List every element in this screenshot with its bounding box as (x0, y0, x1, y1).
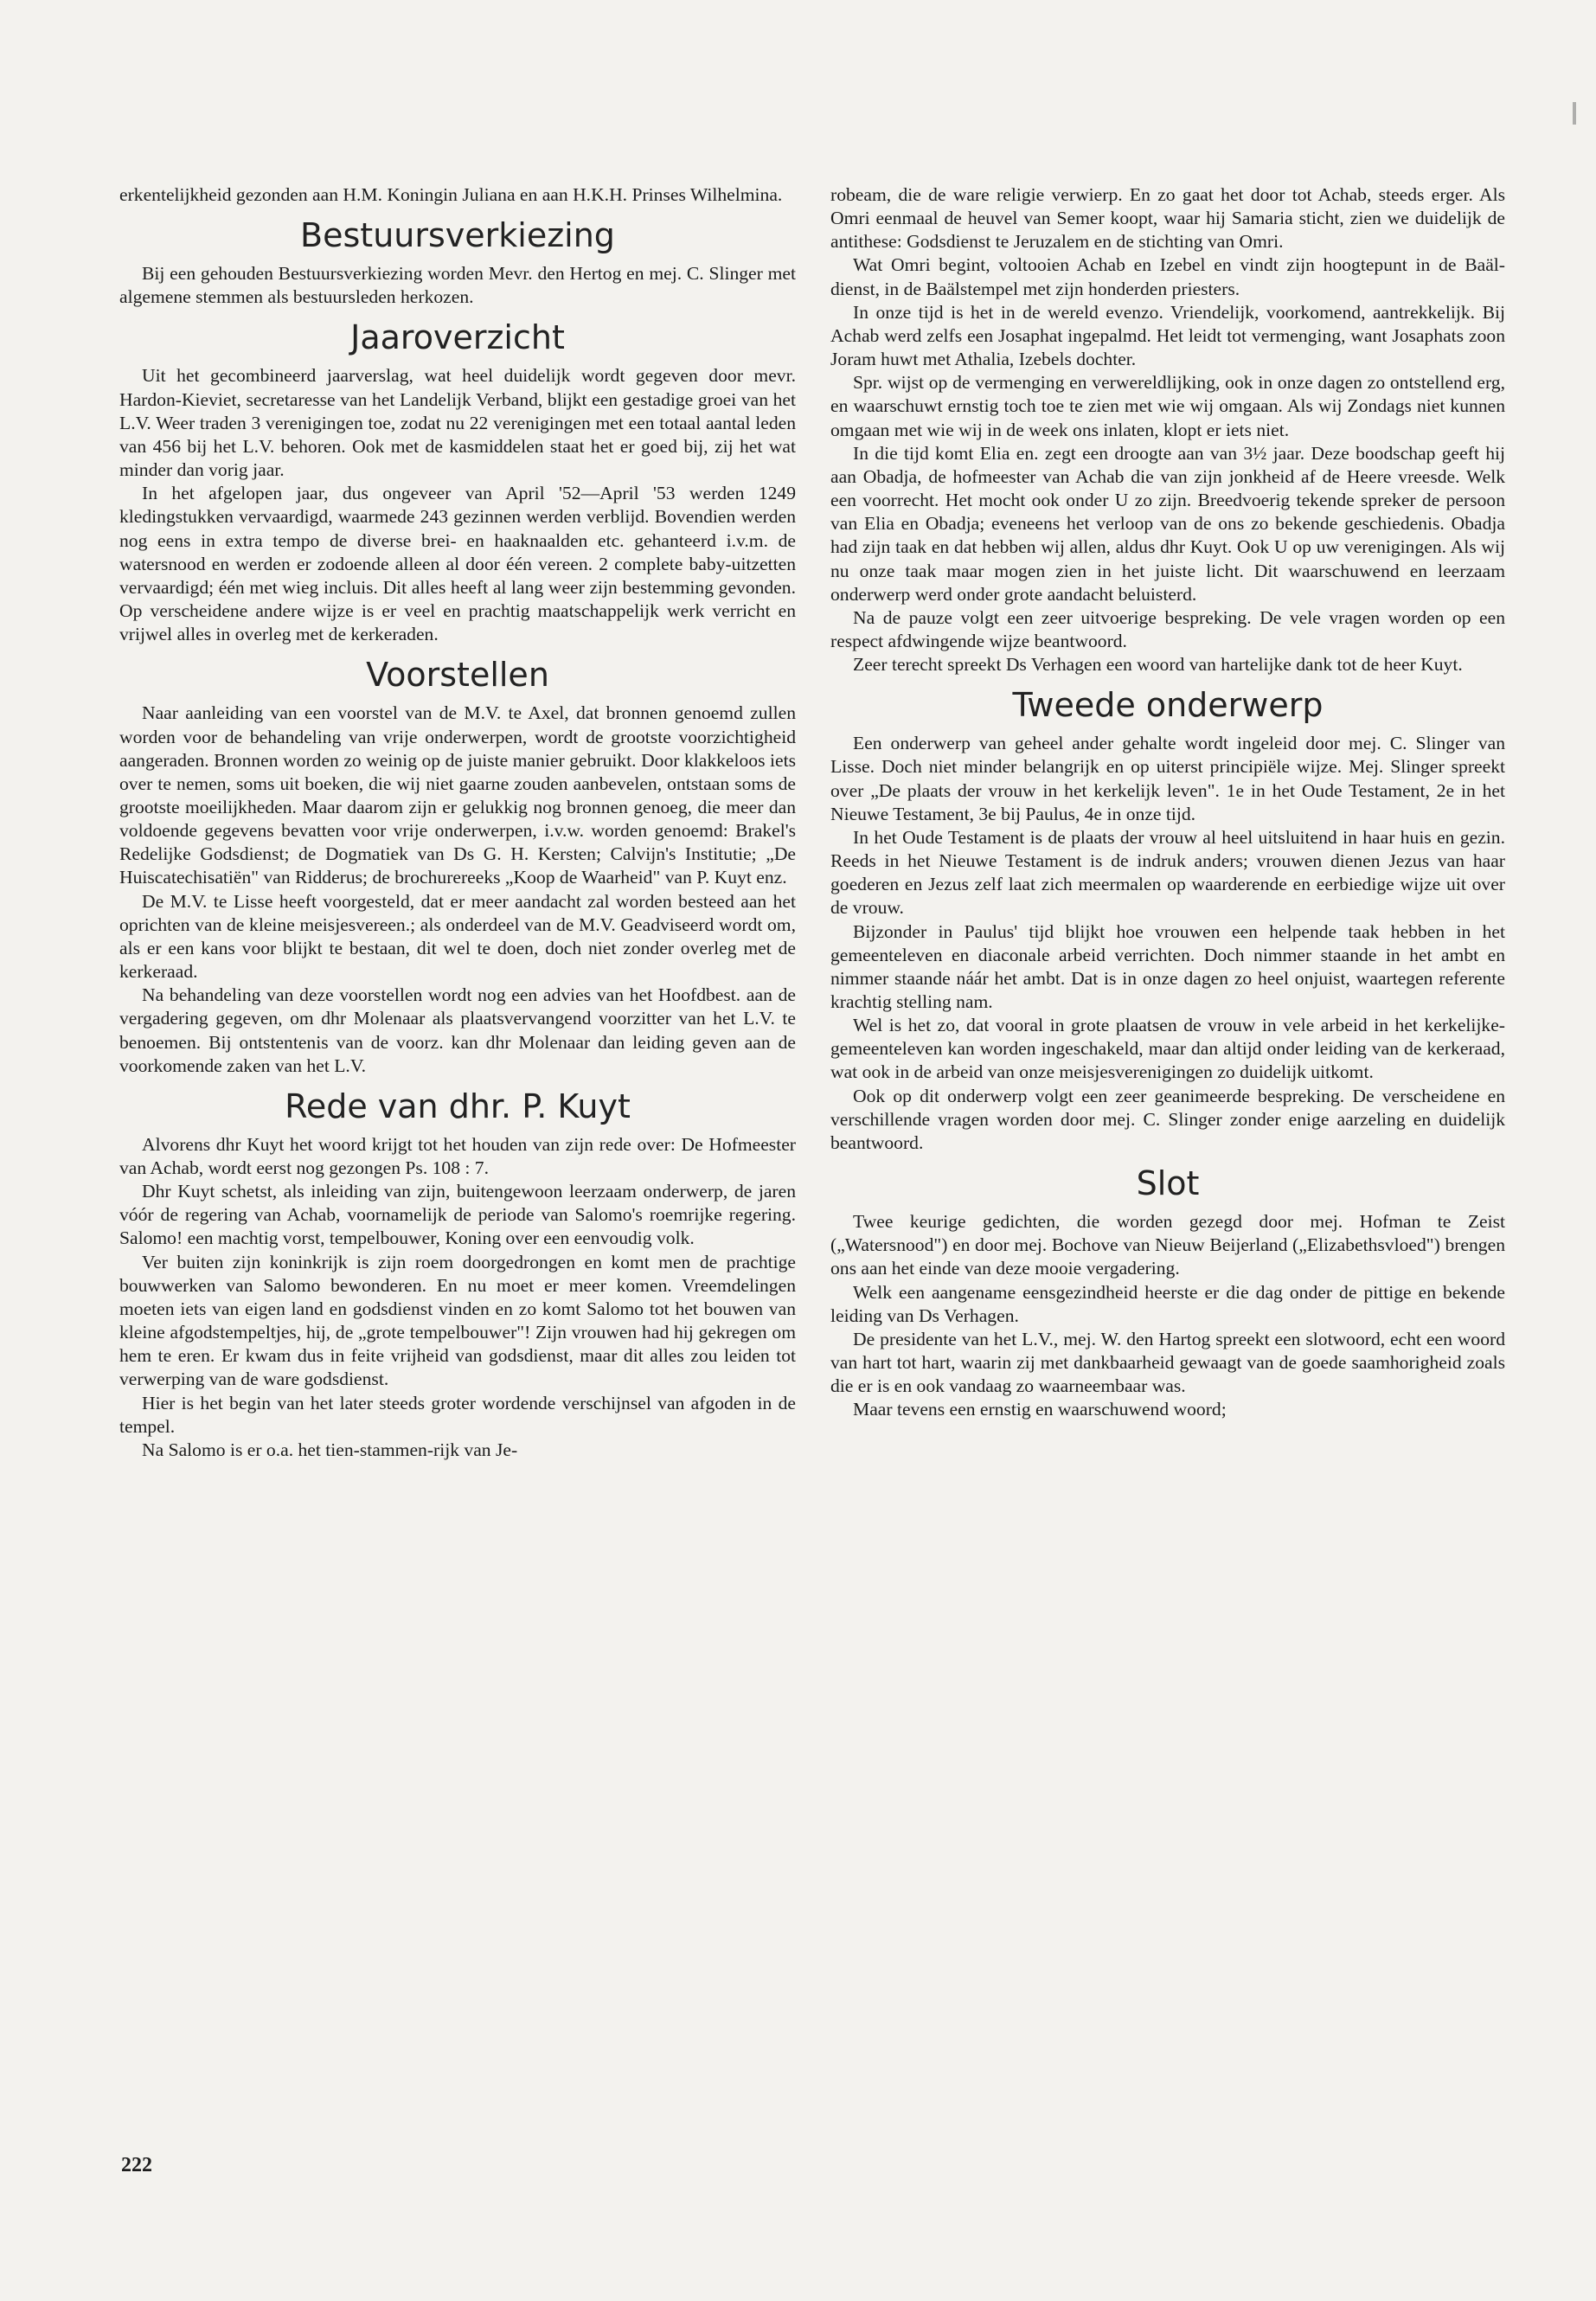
paragraph: Alvorens dhr Kuyt het woord krijgt tot het houden van zijn rede over: De Hofmeester van Achab, wordt eerst nog gezongen Ps. 108 : 7. (119, 1133, 796, 1178)
paragraph: Hier is het begin van het later steeds groter wordende verschijnsel van afgoden in de tempel. (119, 1392, 796, 1437)
paragraph: Bij een gehouden Bestuursverkiezing worden Mevr. den Hertog en mej. C. Slinger met algemene stemmen als bestuursleden herkozen. (119, 263, 796, 308)
paragraph: Ver buiten zijn koninkrijk is zijn roem doorgedrongen en komt men de prachtige bouwwerken van Salomo bewonderen. En nu moet er meer komen. Vreemdelingen moeten iets van eigen land en godsdienst vinden en zo komt Salomo tot het bouwen van kleine afgodstempeltjes, hij, de „grote tempelbouwer"! Zijn vrouwen had hij gekregen om hem te eren. Er kwam dus in feite vrijheid van godsdienst, maar dit alles zou leiden tot verwerping van de ware godsdienst. (119, 1251, 796, 1390)
heading-slot: Slot (1136, 1164, 1200, 1203)
paragraph: Naar aanleiding van een voorstel van de M.V. te Axel, dat bronnen genoemd zullen worden voor de behandeling van vrije onderwerpen, wordt de grootste voorzichtigheid aangeraden. Bronnen worden zo weinig op de juiste manier gebruikt. Door klakkeloos iets over te nemen, soms uit boeken, die wij niet gaarne zouden aanbevelen, ontstaan soms de grootste moeilijkheden. Maar daarom zijn er gelukkig nog bronnen genoeg, die meer dan voldoende gegevens bevatten voor vrije onderwerpen, i.v.w. worden genoemd: Brakel's Redelijke Godsdienst; de Dogmatiek van Ds G. H. Kersten; Calvijn's Institutie; „De Huiscatechisatiën" van Ridderus; de brochurereeks „Koop de Waarheid" van P. Kuyt enz. (119, 702, 796, 888)
left-column (119, 183, 796, 1462)
paragraph: Twee keurige gedichten, die worden gezegd door mej. Hofman te Zeist („Watersnood") en door mej. Bochove van Nieuw Beijerland („Elizabethsvloed") brengen ons aan het einde van deze mooie vergadering. (830, 1211, 1505, 1279)
paragraph: Uit het gecombineerd jaarverslag, wat heel duidelijk wordt gegeven door mevr. Hardon-Kieviet, secretaresse van het Landelijk Verband, blijkt een gestadige groei van het L.V. Weer traden 3 verenigingen toe, zodat nu 22 verenigingen met een totaal aantal leden van 456 bij het L.V. behoren. Ook met de kasmiddelen staat het er goed bij, zij het wat minder dan vorig jaar. (119, 365, 796, 481)
paragraph: Ook op dit onderwerp volgt een zeer geanimeerde bespreking. De verscheidene en verschillende vragen worden door mej. C. Slinger zonder enige aarzeling en duidelijk beantwoord. (830, 1085, 1505, 1153)
intro-paragraph: erkentelijkheid gezonden aan H.M. Koningin Juliana en aan H.K.H. Prinses Wilhelmina. (119, 184, 783, 205)
paragraph: De presidente van het L.V., mej. W. den Hartog spreekt een slotwoord, echt een woord van hart tot hart, waarin zij met dankbaarheid gewaagt van de goede saamhorigheid zoals die er is en ook vandaag zo waarneembaar was. (830, 1328, 1505, 1397)
scan-mark (1573, 102, 1576, 125)
heading-voorstellen: Voorstellen (366, 656, 549, 695)
paragraph: Na Salomo is er o.a. het tien-stammen-rijk van Je- (142, 1439, 518, 1460)
paragraph: Wel is het zo, dat vooral in grote plaatsen de vrouw in vele arbeid in het kerkelijke-gemeenteleven kan worden ingeschakeld, maar dan altijd onder leiding van de kerkeraad, wat ook in de arbeid van onze meisjesverenigingen zo duidelijk uitkomt. (830, 1015, 1505, 1083)
paragraph: In onze tijd is het in de wereld evenzo. Vriendelijk, voorkomend, aantrekkelijk. Bij Achab werd zelfs een Josaphat ingepalmd. Het leidt tot vermenging, want Josaphats zoon Joram huwt met Athalia, Izebels dochter. (830, 301, 1505, 370)
paragraph: robeam, die de ware religie verwierp. En zo gaat het door tot Achab, steeds erger. Als Omri eenmaal de heuvel van Semer koopt, waar hij Samaria sticht, zien we duidelijk de antithese: Godsdienst te Jeruzalem en de stichting van Omri. (830, 184, 1505, 253)
paragraph: Na behandeling van deze voorstellen wordt nog een advies van het Hoofdbest. aan de vergadering gegeven, om dhr Molenaar als plaatsvervangend voorzitter van het L.V. te benoemen. Bij ontstentenis van de voorz. kan dhr Molenaar dan leiding geven aan de voorkomende zaken van het L.V. (119, 984, 796, 1076)
paragraph: Na de pauze volgt een zeer uitvoerige bespreking. De vele vragen worden op een respect afdwingende wijze beantwoord. (830, 606, 1505, 651)
page-number: 222 (121, 2154, 152, 2176)
heading-tweede-onderwerp: Tweede onderwerp (1012, 686, 1324, 725)
paragraph: Dhr Kuyt schetst, als inleiding van zijn, buitengewoon leerzaam onderwerp, de jaren vóór de regering van Achab, voornamelijk de periode van Salomo's roemrijke regering. Salomo! een machtig vorst, tempelbouwer, Koning over een eenvoudig volk. (119, 1181, 796, 1249)
paragraph: In het afgelopen jaar, dus ongeveer van April '52—April '53 werden 1249 kledingstukken vervaardigd, waarmede 243 gezinnen werden verblijd. Bovendien werden nog eens in extra tempo de diverse brei- en haaknaalden etc. gehanteerd i.v.m. de watersnood en werden er zodoende alleen al door één vereen. 2 complete baby-uitzetten vervaardigd; één met wieg incluis. Dit alles heeft al lang weer zijn bestemming gevonden. Op verscheidene andere wijze is er veel en prachtig maatschappelijk werk verricht en vrijwel alles in overleg met de kerkeraden. (119, 483, 796, 645)
heading-jaaroverzicht: Jaaroverzicht (350, 318, 565, 357)
paragraph: Maar tevens een ernstig en waarschuwend woord; (853, 1399, 1227, 1420)
right-column (830, 183, 1505, 1422)
paragraph: Een onderwerp van geheel ander gehalte wordt ingeleid door mej. C. Slinger van Lisse. Doch niet minder belangrijk en op uiterst principiële wijze. Mej. Slinger spreekt over „De plaats der vrouw in het kerkelijk leven". 1e in het Oude Testament, 2e in het Nieuwe Testament, 3e bij Paulus, 4e in onze tijd. (830, 733, 1505, 824)
paragraph: De M.V. te Lisse heeft voorgesteld, dat er meer aandacht zal worden besteed aan het oprichten van de kleine meisjesvereen.; als onderdeel van de M.V. Geadviseerd wordt om, als er een kans voor blijkt te bestaan, dit wel te doen, doch niet zonder overleg met de kerkeraad. (119, 890, 796, 983)
paragraph: In die tijd komt Elia en. zegt een droogte aan van 3½ jaar. Deze boodschap geeft hij aan Obadja, de hofmeester van Achab die van zijn jonkheid af de Heere vreesde. Welk een voorrecht. Het mocht ook onder U zo zijn. Breedvoerig tekende spreker de persoon van Elia en Obadja; eveneens het verloop van de ons zo bekende geschiedenis. Obadja had zijn taak en dat hebben wij allen, aldus dhr Kuyt. Ook U op uw verenigingen. Als wij nu onze taak maar mogen zien in het juiste licht. Dit waarschuwend en leerzaam onderwerp werd onder grote aandacht beluisterd. (830, 442, 1505, 605)
paragraph: Spr. wijst op de vermenging en verwereldlijking, ook in onze dagen zo ontstellend erg, en waarschuwt ernstig toch toe te zien met wie wij omgaan. Als wij Zondags niet kunnen omgaan met wie wij in de week ons inlaten, klopt er iets niet. (830, 372, 1505, 440)
paragraph: Zeer terecht spreekt Ds Verhagen een woord van hartelijke dank tot de heer Kuyt. (853, 654, 1463, 676)
paragraph: Bijzonder in Paulus' tijd blijkt hoe vrouwen een helpende taak hebben in het gemeenteleven en diaconale arbeid verrichten. Doch nimmer staande in het ambt en nimmer staande náár het ambt. Dat is in onze dagen zo heel onjuist, waartegen referente krachtig stelling nam. (830, 920, 1505, 1012)
heading-rede-kuyt: Rede van dhr. P. Kuyt (285, 1086, 631, 1125)
heading-bestuursverkiezing: Bestuursverkiezing (300, 216, 615, 255)
paragraph: Welk een aangename eensgezindheid heerste er die dag onder de pittige en bekende leiding van Ds Verhagen. (830, 1281, 1505, 1326)
paragraph: Wat Omri begint, voltooien Achab en Izebel en vindt zijn hoogtepunt in de Baäl-dienst, in de Baälstempel met zijn honderden priesters. (830, 254, 1505, 299)
paragraph: In het Oude Testament is de plaats der vrouw al heel uitsluitend in haar huis en gezin. Reeds in het Nieuwe Testament is de indruk anders; vrouwen dienen Jezus van haar goederen en Jezus zelf laat zich meermalen op waarderende en eerbiedige wijze uit over de vrouw. (830, 826, 1505, 919)
